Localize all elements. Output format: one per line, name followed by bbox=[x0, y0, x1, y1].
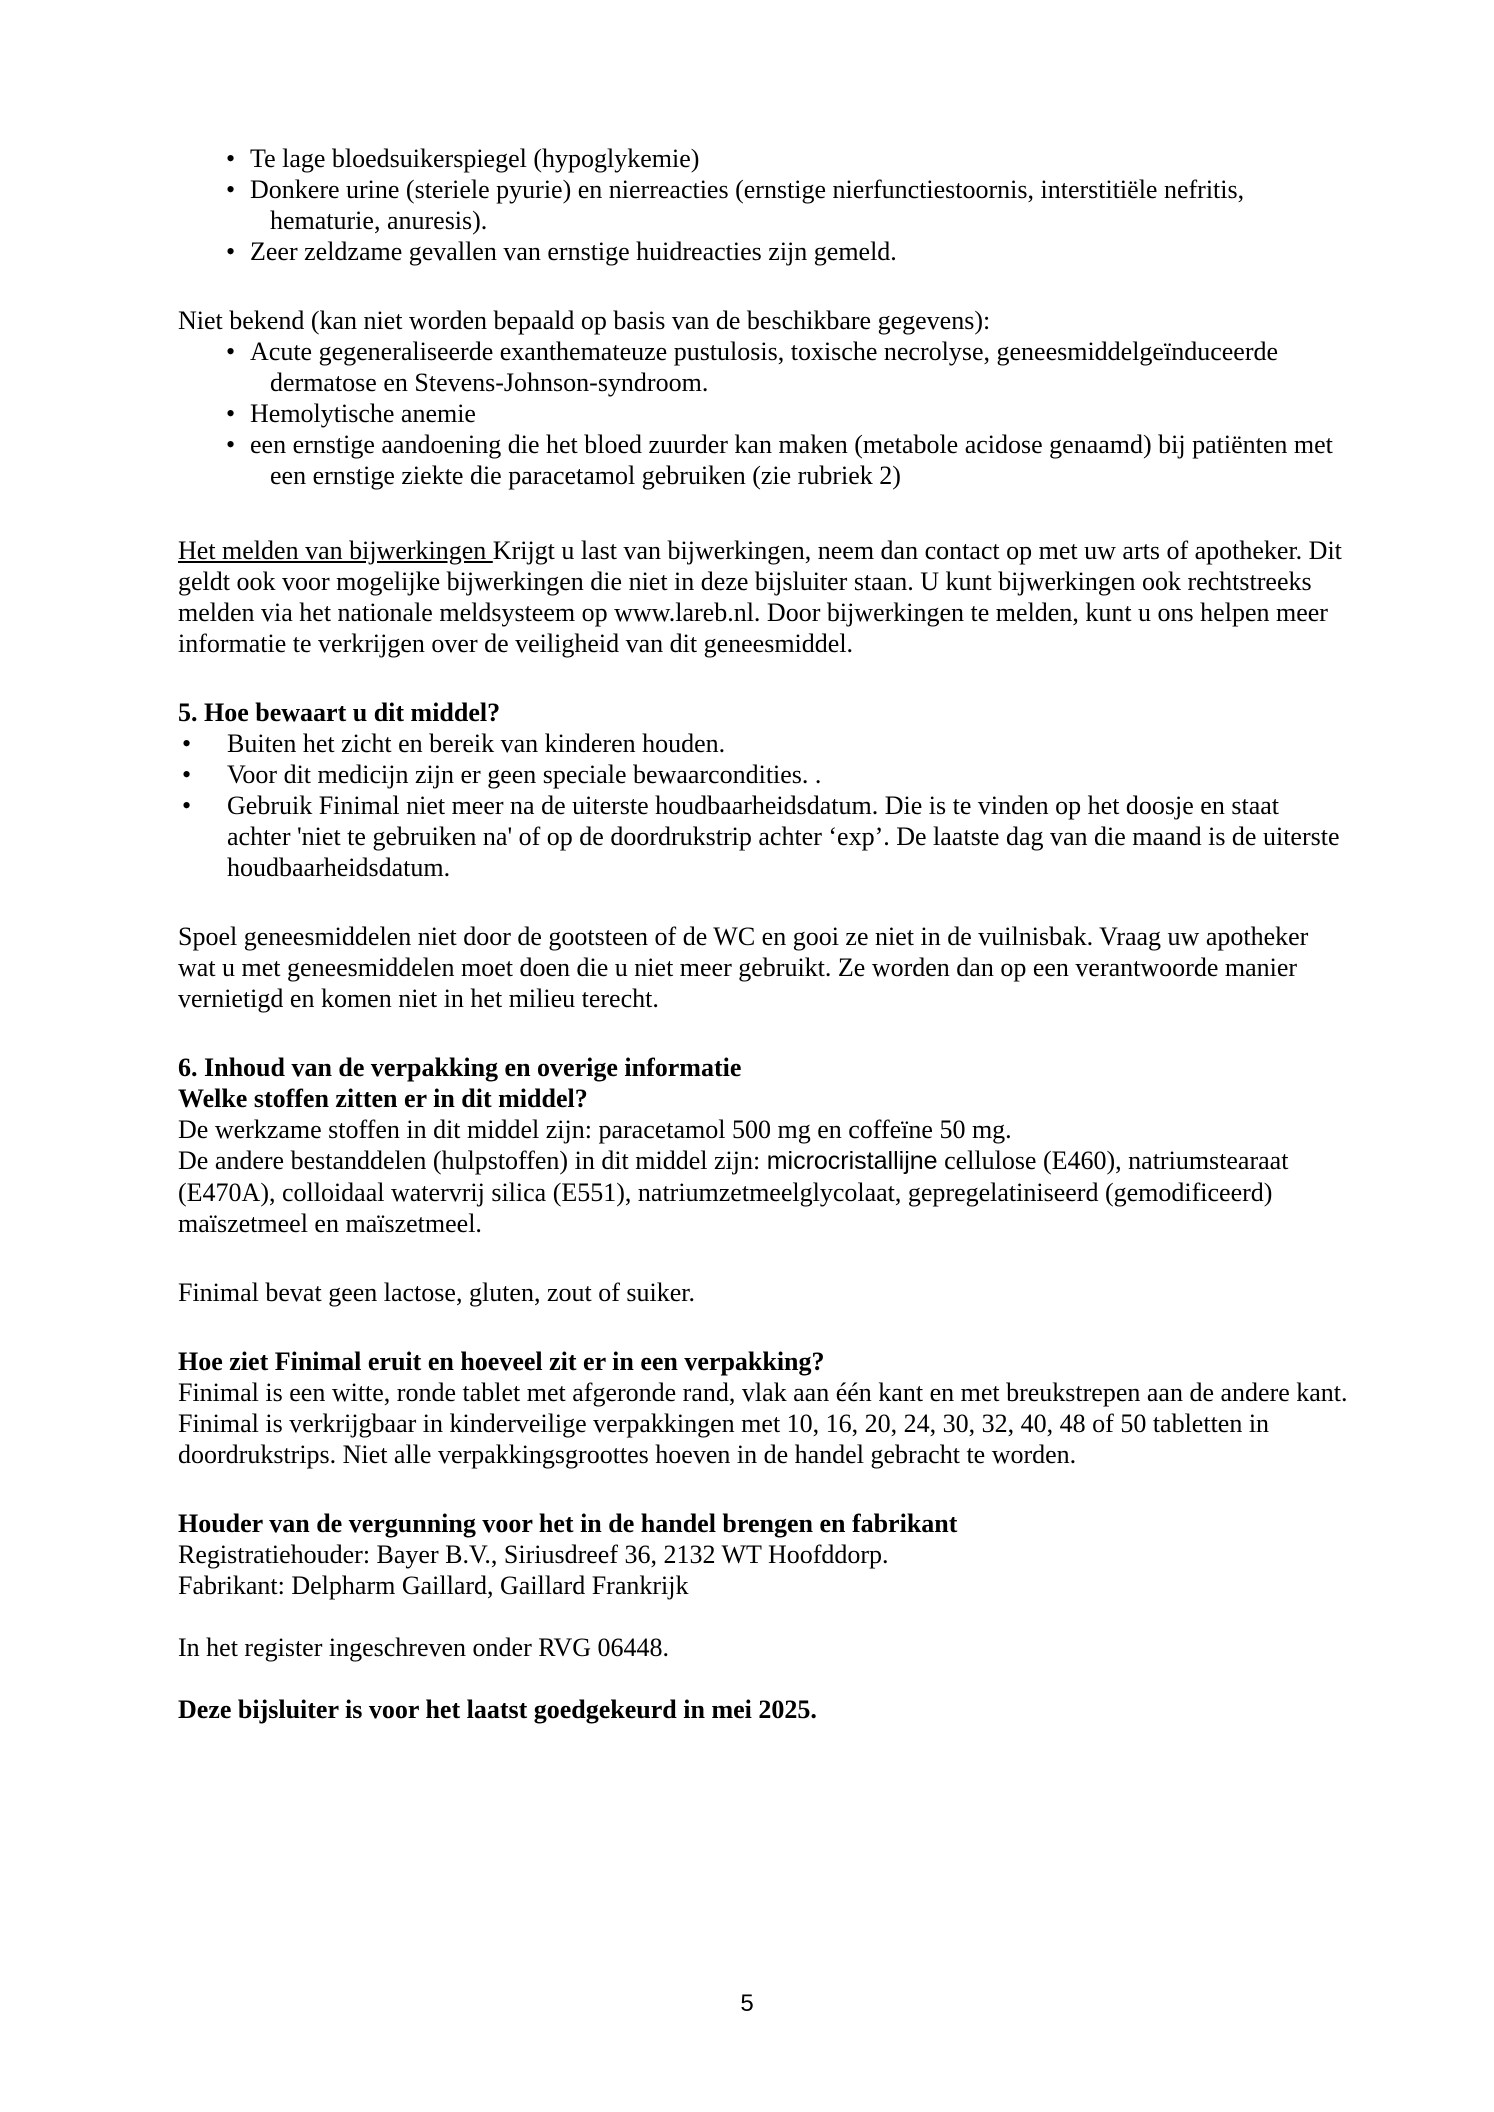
side-effects-list bbox=[178, 143, 1348, 267]
appearance-subheading: Hoe ziet Finimal eruit en hoeveel zit er in een verpakking? bbox=[178, 1347, 825, 1376]
side-effect-text: Donkere urine (steriele pyurie) en nierreacties (ernstige nierfunctiestoornis, interstitiële nefritis, hematurie, anuresis). bbox=[250, 175, 1245, 235]
bullet-icon: • bbox=[182, 760, 192, 789]
bullet-icon: • bbox=[226, 237, 236, 266]
adverse-reporting-paragraph bbox=[178, 535, 1348, 659]
section-5-heading: 5. Hoe bewaart u dit middel? bbox=[178, 698, 501, 727]
storage-text: Buiten het zicht en bereik van kinderen houden. bbox=[227, 729, 726, 758]
section-6-heading: 6. Inhoud van de verpakking en overige informatie bbox=[178, 1053, 742, 1082]
side-effect-text: Te lage bloedsuikerspiegel (hypoglykemie) bbox=[250, 144, 700, 173]
excipients-paragraph bbox=[178, 1145, 1348, 1239]
bullet-icon: • bbox=[182, 791, 192, 820]
not-known-item bbox=[178, 429, 1348, 491]
disposal-paragraph: Spoel geneesmiddelen niet door de gootsteen of de WC en gooi ze niet in de vuilnisbak. Vraag uw apotheker wat u met geneesmiddelen moet doen die u niet meer gebruikt. Ze worden dan op een verantwoorde manier vernietigd en komen niet in het milieu terecht. bbox=[178, 922, 1309, 1013]
storage-item bbox=[178, 728, 1348, 759]
excipients-suffix: cellulose (E460), natriumstearaat (E470A), colloidaal watervrij silica (E551), natriumzetmeelglycolaat, gepregelatiniseerd (gemodificeerd) maïszetmeel en maïszetmeel. bbox=[178, 1146, 1289, 1238]
registration-holder-paragraph: Registratiehouder: Bayer B.V., Siriusdreef 36, 2132 WT Hoofddorp. bbox=[178, 1540, 889, 1569]
page-content bbox=[178, 143, 1348, 1725]
mah-subheading: Houder van de vergunning voor het in de handel brengen en fabrikant bbox=[178, 1509, 958, 1538]
not-known-list bbox=[178, 336, 1348, 491]
frequency-not-known-intro: Niet bekend (kan niet worden bepaald op basis van de beschikbare gegevens): bbox=[178, 306, 991, 335]
storage-text: Voor dit medicijn zijn er geen speciale bewaarcondities. . bbox=[227, 760, 822, 789]
not-known-item bbox=[178, 398, 1348, 429]
active-substances-paragraph: De werkzame stoffen in dit middel zijn: paracetamol 500 mg en coffeïne 50 mg. bbox=[178, 1115, 1012, 1144]
bullet-icon: • bbox=[226, 175, 236, 204]
storage-text: Gebruik Finimal niet meer na de uiterste houdbaarheidsdatum. Die is te vinden op het doosje en staat achter 'niet te gebruiken na' of op de doordrukstrip achter ‘exp’. De laatste dag van die maand is de uiterste houdbaarheidsdatum. bbox=[227, 791, 1340, 882]
manufacturer-paragraph: Fabrikant: Delpharm Gaillard, Gaillard Frankrijk bbox=[178, 1571, 689, 1600]
page-number: 5 bbox=[740, 1990, 754, 2017]
appearance-paragraph-2: Finimal is verkrijgbaar in kinderveilige verpakkingen met 10, 16, 20, 24, 30, 32, 40, 48 of 50 tabletten in doordrukstrips. Niet alle verpakkingsgroottes hoeven in de handel gebracht te worden. bbox=[178, 1409, 1270, 1469]
bullet-icon: • bbox=[226, 337, 236, 366]
storage-item bbox=[178, 759, 1348, 790]
storage-list bbox=[178, 728, 1348, 883]
side-effect-item bbox=[178, 236, 1348, 267]
bullet-icon: • bbox=[182, 729, 192, 758]
excipients-prefix: De andere bestanddelen (hulpstoffen) in dit middel zijn: bbox=[178, 1146, 767, 1175]
bullet-icon: • bbox=[226, 430, 236, 459]
register-number-paragraph: In het register ingeschreven onder RVG 06448. bbox=[178, 1633, 670, 1662]
storage-item bbox=[178, 790, 1348, 883]
not-known-text: Hemolytische anemie bbox=[250, 399, 476, 428]
reporting-lead-underlined: Het melden van bijwerkingen bbox=[178, 536, 493, 565]
not-known-text: Acute gegeneraliseerde exanthemateuze pustulosis, toxische necrolyse, geneesmiddelgeïnduceerde dermatose en Stevens-Johnson-syndroom. bbox=[250, 337, 1279, 397]
lactose-free-paragraph: Finimal bevat geen lactose, gluten, zout of suiker. bbox=[178, 1278, 695, 1307]
appearance-paragraph-1: Finimal is een witte, ronde tablet met afgeronde rand, vlak aan één kant en met breukstrepen aan de andere kant. bbox=[178, 1378, 1348, 1407]
bullet-icon: • bbox=[226, 399, 236, 428]
composition-subheading: Welke stoffen zitten er in dit middel? bbox=[178, 1084, 588, 1113]
excipients-sans-fragment: microcristallijne bbox=[766, 1147, 938, 1175]
bullet-icon: • bbox=[226, 144, 236, 173]
side-effect-item bbox=[178, 143, 1348, 174]
not-known-text: een ernstige aandoening die het bloed zuurder kan maken (metabole acidose genaamd) bij patiënten met een ernstige ziekte die paracetamol gebruiken (zie rubriek 2) bbox=[250, 430, 1333, 490]
side-effect-item bbox=[178, 174, 1348, 236]
not-known-item bbox=[178, 336, 1348, 398]
reporting-text: Krijgt u last van bijwerkingen, neem dan contact op met uw arts of apotheker. Dit geldt ook voor mogelijke bijwerkingen die niet in deze bijsluiter staan. U kunt bijwerkingen ook rechtstreeks melden via het nationale meldsysteem op www.lareb.nl. Door bijwerkingen te melden, kunt u ons helpen meer informatie te verkrijgen over de veiligheid van dit geneesmiddel. bbox=[178, 536, 1342, 658]
side-effect-text: Zeer zeldzame gevallen van ernstige huidreacties zijn gemeld. bbox=[250, 237, 897, 266]
approval-date-paragraph: Deze bijsluiter is voor het laatst goedgekeurd in mei 2025. bbox=[178, 1695, 817, 1724]
